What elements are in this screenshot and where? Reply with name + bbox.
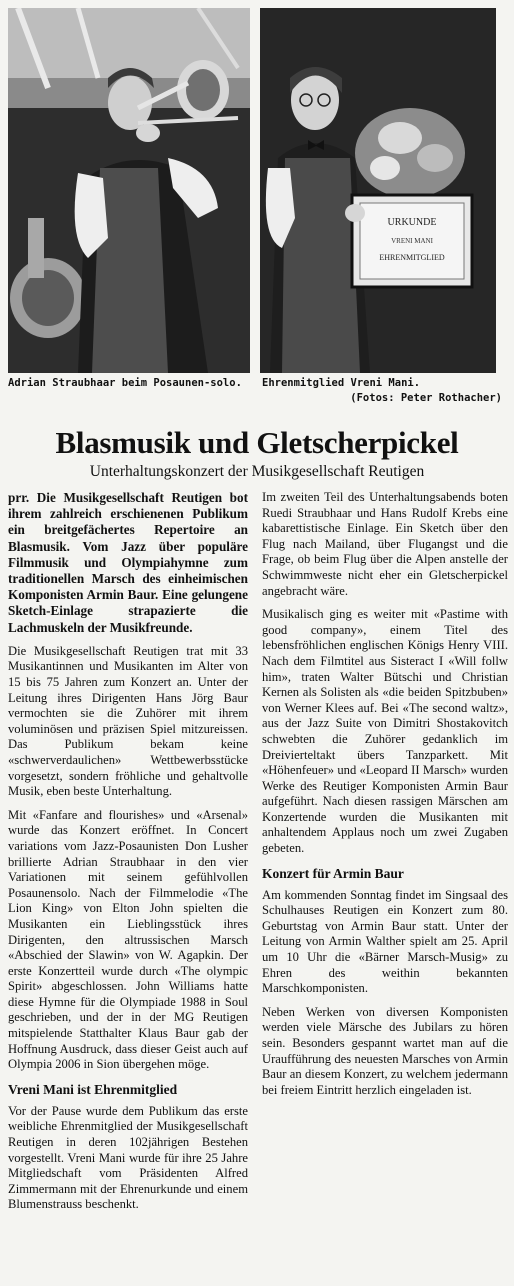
caption-right	[262, 376, 502, 406]
article-paragraph: Musikalisch ging es weiter mit «Pastime with good company», einem Titel des lebensfröhlichen englischen Königs Henry VIII. Nach dem Filmtitel aus Sisteract I «Will follw him», traten Walter Bütschi und Christian Kernen als Solisten als «die beiden Spitzbuben» von Werner Klees auf. Bei «The second waltz», aus der Jazz Suite von Dimitri Shostakovitch schwebten die Zuhörer gedanklich im Dreivierteltakt übers Tanzparkett. Mit «Höhenfeuer» und «Leopard II Marsch» wurden Werke des Reutiger Komponisten Armin Baur aufgeführt. Nach diesen rassigen Märschen am Konzertende wurden die Musikanten mit anhaltendem Applaus noch um zwei Zugaben gebeten.	[262, 607, 508, 856]
article-column-left	[8, 490, 248, 1221]
caption-right-text: Ehrenmitglied Vreni Mani.	[262, 377, 421, 389]
article-paragraph: Am kommenden Sonntag findet im Singsaal des Schulhauses Reutigen ein Konzert zum 80. Geburtstag von Armin Baur statt. Unter der Leitung von Armin Walther spielt am 25. April um 10 Uhr die «Bärner Marsch-Musig» zu Ehren des weithin bekannten Marschkomponisten.	[262, 887, 508, 996]
article-subheadline: Unterhaltungskonzert der Musikgesellschaft Reutigen	[89, 463, 425, 480]
svg-text:VRENI MANI: VRENI MANI	[391, 237, 433, 245]
photo-honorary-member	[260, 8, 496, 373]
section-heading: Vreni Mani ist Ehrenmitglied	[8, 1081, 178, 1097]
article-lead: prr. Die Musikgesellschaft Reutigen bot ihrem zahlreich erschienenen Publikum ein breitgefächertes Repertoire an Blasmusik. Vom Jazz über populäre Filmmusik und Olympiahymne zum traditionellen Marsch des einheimischen Komponisten Armin Baur. Eine gelungene Sketch-Einlage strapazierte die Lachmuskeln der Musikfreunde.	[8, 490, 248, 635]
caption-left: Adrian Straubhaar beim Posaunen-solo.	[8, 377, 242, 389]
article-paragraph: Im zweiten Teil des Unterhaltungsabends boten Ruedi Straubhaar und Hans Rudolf Krebs eine kabarettistische Einlage. Ein Sketch über den Flug nach Mailand, über Flugangst und die Frage, ob beim Flug über die Alpen anstelle der Schwimmweste nicht eher ein Gletscherpickel angebracht wäre.	[262, 490, 508, 598]
photo-trombonist	[8, 8, 250, 373]
photo-credit: (Fotos: Peter Rothacher)	[350, 392, 502, 404]
article-headline: Blasmusik und Gletscherpickel	[55, 425, 459, 460]
article-column-right	[262, 490, 508, 1106]
article-paragraph: Die Musikgesellschaft Reutigen trat mit 33 Musikantinnen und Musikanten im Alter von 15 bis 75 Jahren zum Konzert an. Unter der Leitung ihres Dirigenten Hans Jörg Baur vermochten sie die Zuhörer mit ihrem voluminösen und präzisen Spiel mitzureissen. Das Publikum bekam keine «schwerverdaulichen» Wettbewerbsstücke vorgesetzt, sondern fröhliche und gehaltvolle Musik, eben beste Unterhaltung.	[8, 643, 248, 799]
section-heading: Konzert für Armin Baur	[262, 865, 404, 881]
article-paragraph: Neben Werken von diversen Komponisten werden viele Märsche des Jubilars zu hören sein. Besonders gespannt wartet man auf die Uraufführung des neuesten Marsches von Armin Baur an diesem Konzert, zu welchem jedermann bei freiem Eintritt herzlich eingeladen ist.	[262, 1004, 508, 1097]
article-paragraph: Vor der Pause wurde dem Publikum das erste weibliche Ehrenmitglied der Musikgesellschaft Reutigen in deren 102jährigen Bestehen vorgestellt. Vreni Mani wurde für ihre 25 Jahre Mitgliedschaft vom Präsidenten Alfred Zimmermann mit der Ehrenurkunde und einem Blumenstrauss beschenkt.	[8, 1103, 248, 1212]
svg-text:EHRENMITGLIED: EHRENMITGLIED	[379, 253, 445, 262]
svg-text:URKUNDE: URKUNDE	[387, 217, 437, 228]
article-paragraph: Mit «Fanfare and flourishes» und «Arsenal» wurde das Konzert eröffnet. In Concert variations vom Jazz-Posaunisten Don Lusher brillierte Adrian Straubhaar in den vier Variationen mit seinem gefühlvollen Posaunensolo. Nach der Filmmelodie «The Lion King» von Elton John spielten die Musikanten ein Lieblingsstück ihres Dirigenten, den altrussischen Marsch «Abschied der Slawin» von W. Agapkin. Der erste Konzertteil wurde durch «The olympic Spirit» abgeschlossen. John Williams hatte diese Hymne für die Olympiade 1988 in Soul geschrieben, und der in der MG Reutigen mitspielende Statthalter Klaus Baur gab der Hoffnung Ausdruck, dass dieser Geist auch auf Olympia 2006 in Sion übergehen möge.	[8, 807, 248, 1072]
